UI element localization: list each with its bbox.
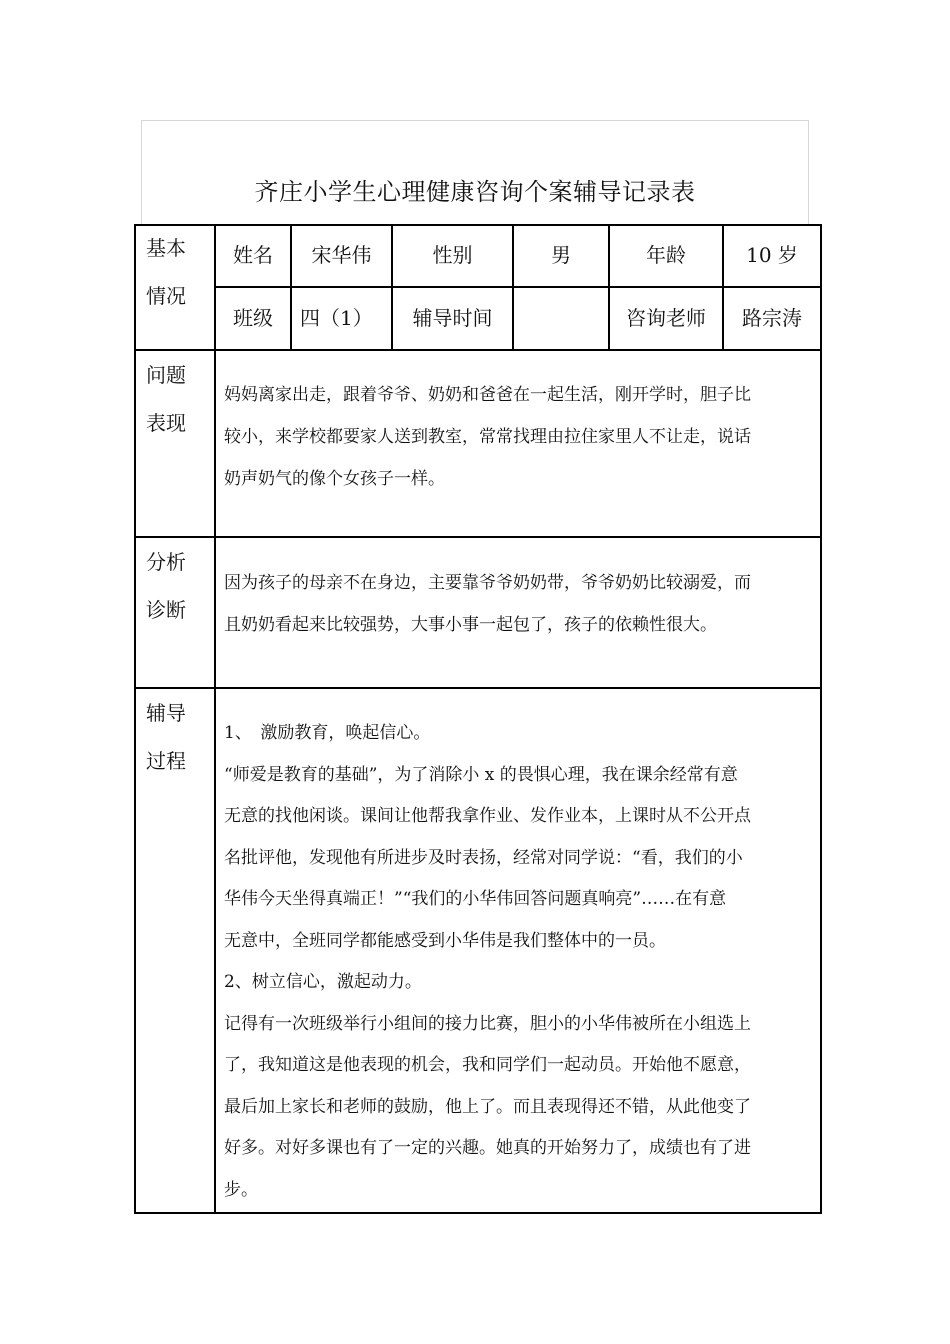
class-label: 班级 [233, 306, 273, 330]
basic-row-divider [216, 286, 822, 288]
counselor-value: 路宗涛 [742, 306, 802, 330]
problem-section-bottom [134, 536, 822, 538]
age-label: 年龄 [646, 243, 686, 267]
name-label: 姓名 [233, 243, 273, 267]
age-value: 10 岁 [746, 243, 798, 267]
process-text: 1、 激励教育，唤起信心。 “师爱是教育的基础”，为了消除小 x 的畏惧心理，我在课余经常有意 无意的找他闲谈。课间让他帮我拿作业、发作业本，上课时从不公开点 名批评他，发现他有所进步及时表扬，经常对同学说：“看，我们的小 华伟今天坐得真端正！”“我们的小华伟回答问题真响亮”……在有意 无意中，全班同学都能感受到小华伟是我们整体中的一员。 2、树立信心，激起动力。 记得有一次班级举行小组间的接力比赛，胆小的小华伟被所在小组选上 了，我知道这是他表现的机会，我和同学们一起动员。开始他不愿意， 最后加上家长和老师的鼓励，他上了。而且表现得还不错，从此他变了 好多。对好多课也有了一定的兴趣。她真的开始努力了，成绩也有了进 步。 [224, 723, 751, 1200]
table-right-border [820, 224, 822, 1214]
analysis-label: 分析 诊断 [146, 550, 186, 622]
class-value: 四（1） [300, 306, 373, 330]
name-value: 宋华伟 [311, 243, 372, 267]
table-bottom-border [134, 1212, 822, 1214]
problem-label: 问题 表现 [146, 363, 186, 435]
basic-info-label: 基本 情况 [146, 236, 186, 308]
analysis-section-bottom [134, 687, 822, 689]
table-top-border [134, 224, 822, 226]
counseling-time-label: 辅导时间 [412, 306, 493, 330]
gender-label: 性别 [432, 243, 473, 267]
counselor-label: 咨询老师 [626, 306, 706, 330]
table-left-border [134, 224, 136, 1214]
analysis-text: 因为孩子的母亲不在身边，主要靠爷爷奶奶带，爷爷奶奶比较溺爱，而 且奶奶看起来比较强势，大事小事一起包了，孩子的依赖性很大。 [224, 573, 751, 635]
label-column-border [214, 224, 216, 1214]
basic-section-bottom [134, 349, 822, 351]
gender-value: 男 [551, 243, 571, 267]
problem-text: 妈妈离家出走，跟着爷爷、奶奶和爸爸在一起生活，刚开学时，胆子比 较小，来学校都要家人送到教室，常常找理由拉住家里人不让走，说话 奶声奶气的像个女孩子一样。 [224, 385, 751, 489]
document-title: 齐庄小学生心理健康咨询个案辅导记录表 [254, 178, 696, 206]
process-label: 辅导 过程 [146, 701, 186, 773]
